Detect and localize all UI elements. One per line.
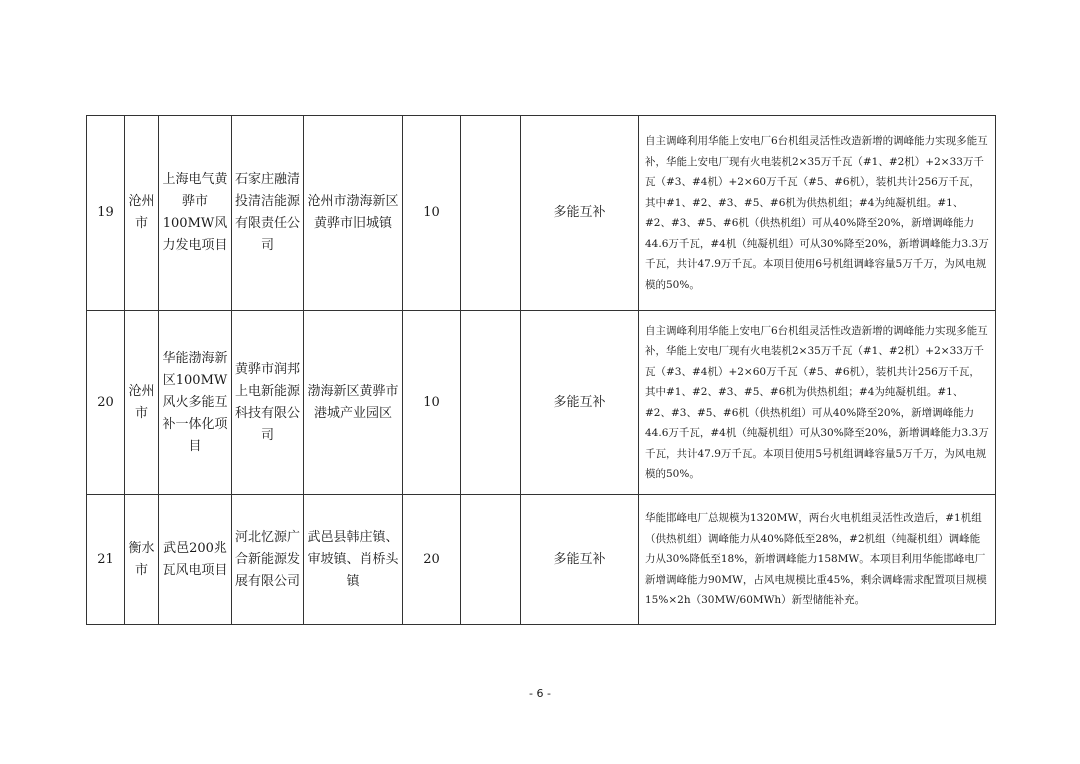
row-number: 20 xyxy=(87,311,125,495)
description-cell: 自主调峰利用华能上安电厂6台机组灵活性改造新增的调峰能力实现多能互补，华能上安电厂现有火电装机2×35万千瓦（#1、#2机）+2×33万千瓦（#3、#4机）+2×60万千瓦（#5、#6机），装机共计256万千瓦，其中#1、#2、#3、#5、#6机为供热机组；#4为纯凝机组。#1、#2、#3、#5、#6机（供热机组）可从40%降至20%，新增调峰能力44.6万千瓦，#4机（纯凝机组）可从30%降至20%，新增调峰能力3.3万千瓦，共计47.9万千瓦。本项目使用6号机组调峰容量5万千万，为风电规模的50%。 xyxy=(639,116,996,311)
row-number: 21 xyxy=(87,495,125,625)
project-name-cell: 上海电气黄骅市100MW风力发电项目 xyxy=(159,116,232,311)
project-name-cell: 武邑200兆瓦风电项目 xyxy=(159,495,232,625)
location-cell: 武邑县韩庄镇、审坡镇、肖桥头镇 xyxy=(304,495,403,625)
description-cell: 自主调峰利用华能上安电厂6台机组灵活性改造新增的调峰能力实现多能互补，华能上安电厂现有火电装机2×35万千瓦（#1、#2机）+2×33万千瓦（#3、#4机）+2×60万千瓦（#5、#6机），装机共计256万千瓦，其中#1、#2、#3、#5、#6机为供热机组；#4为纯凝机组。#1、#2、#3、#5、#6机（供热机组）可从40%降至20%，新增调峰能力44.6万千瓦，#4机（纯凝机组）可从30%降至20%，新增调峰能力3.3万千瓦，共计47.9万千瓦。本项目使用5号机组调峰容量5万千万，为风电规模的50%。 xyxy=(639,311,996,495)
row-number: 19 xyxy=(87,116,125,311)
city-cell: 衡水市 xyxy=(125,495,159,625)
blank-cell xyxy=(461,495,521,625)
scale-cell: 20 xyxy=(403,495,461,625)
project-name-cell: 华能渤海新区100MW风火多能互补一体化项目 xyxy=(159,311,232,495)
company-cell: 河北忆源广合新能源发展有限公司 xyxy=(232,495,304,625)
project-table xyxy=(86,115,996,625)
page-number: - 6 - xyxy=(529,687,551,700)
scale-cell: 10 xyxy=(403,116,461,311)
location-cell: 渤海新区黄骅市港城产业园区 xyxy=(304,311,403,495)
blank-cell xyxy=(461,311,521,495)
location-cell: 沧州市渤海新区黄骅市旧城镇 xyxy=(304,116,403,311)
scale-cell: 10 xyxy=(403,311,461,495)
method-cell: 多能互补 xyxy=(521,495,639,625)
blank-cell xyxy=(461,116,521,311)
city-cell: 沧州市 xyxy=(125,116,159,311)
table-row xyxy=(87,311,996,495)
company-cell: 石家庄融清投清洁能源有限责任公司 xyxy=(232,116,304,311)
description-cell: 华能邯峰电厂总规模为1320MW，两台火电机组灵活性改造后，#1机组（供热机组）调峰能力从40%降低至28%，#2机组（纯凝机组）调峰能力从30%降低至18%，新增调峰能力158MW。本项目利用华能邯峰电厂新增调峰能力90MW，占风电规模比重45%，剩余调峰需求配置项目规模15%×2h（30MW/60MWh）新型储能补充。 xyxy=(639,495,996,625)
table-row xyxy=(87,116,996,311)
company-cell: 黄骅市润邦上电新能源科技有限公司 xyxy=(232,311,304,495)
city-cell: 沧州市 xyxy=(125,311,159,495)
table-row xyxy=(87,495,996,625)
method-cell: 多能互补 xyxy=(521,311,639,495)
method-cell: 多能互补 xyxy=(521,116,639,311)
